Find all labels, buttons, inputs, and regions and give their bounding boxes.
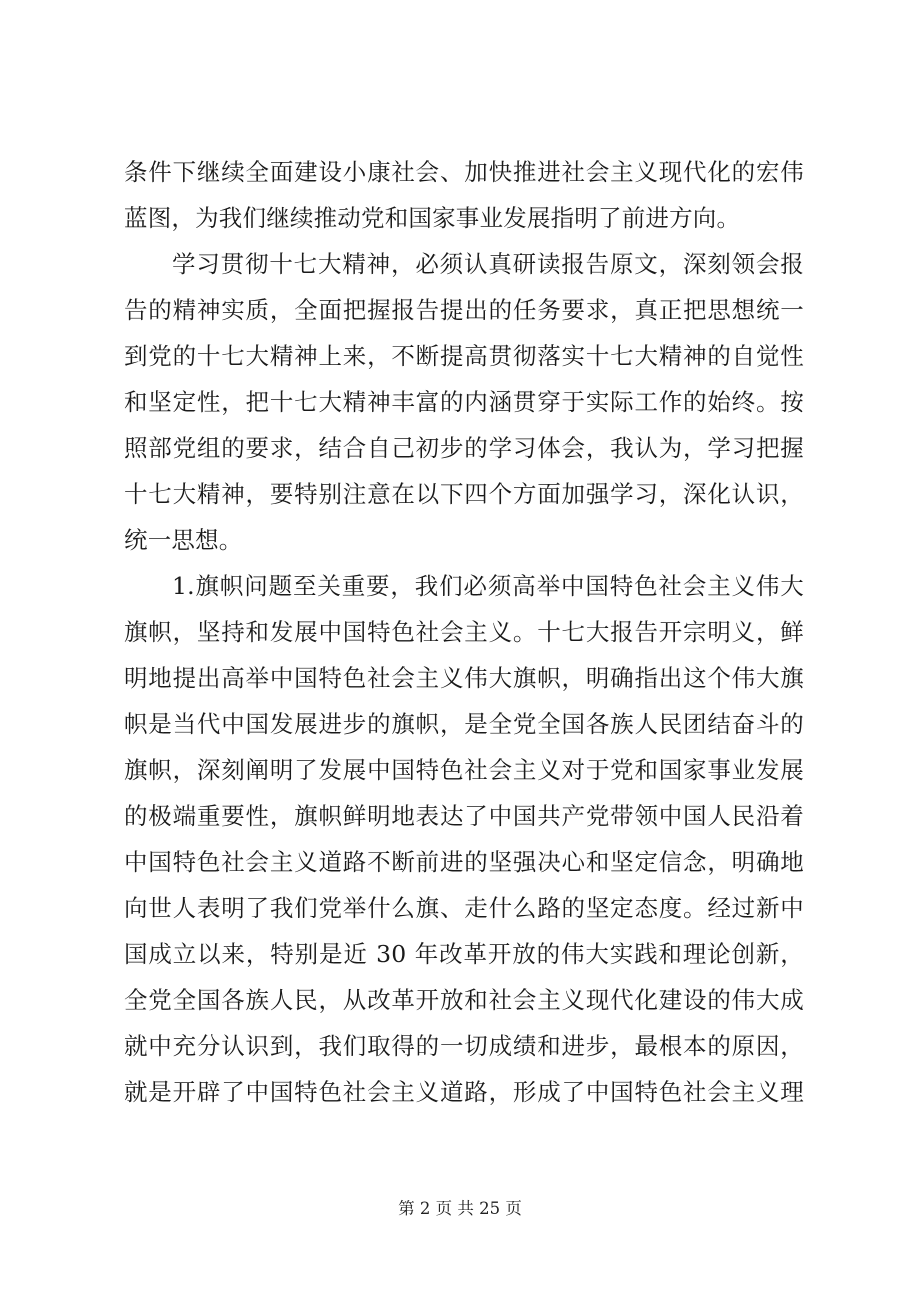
text-line: 帜是当代中国发展进步的旗帜，是全党全国各族人民团结奋斗的 — [124, 710, 804, 738]
text-line: 统一思想。 — [124, 526, 243, 554]
text-line: 的极端重要性，旗帜鲜明地表达了中国共产党带领中国人民沿着 — [124, 802, 804, 830]
text-line: 就中充分认识到，我们取得的一切成绩和进步，最根本的原因， — [124, 1032, 804, 1060]
text-line: 十七大精神，要特别注意在以下四个方面加强学习，深化认识， — [124, 480, 804, 508]
text-line: 旗帜，坚持和发展中国特色社会主义。十七大报告开宗明义，鲜 — [124, 618, 804, 646]
text-line: 条件下继续全面建设小康社会、加快推进社会主义现代化的宏伟 — [124, 158, 804, 186]
text-line: 国成立以来，特别是近 30 年改革开放的伟大实践和理论创新， — [124, 940, 804, 968]
text-line: 和坚定性，把十七大精神丰富的内涵贯穿于实际工作的始终。按 — [124, 388, 804, 416]
text-line: 就是开辟了中国特色社会主义道路，形成了中国特色社会主义理 — [124, 1078, 804, 1106]
text-line: 蓝图，为我们继续推动党和国家事业发展指明了前进方向。 — [124, 204, 741, 232]
text-line: 全党全国各族人民，从改革开放和社会主义现代化建设的伟大成 — [124, 986, 804, 1014]
text-line: 告的精神实质，全面把握报告提出的任务要求，真正把思想统一 — [124, 296, 804, 324]
page-number-footer: 第 2 页 共 25 页 — [398, 1199, 522, 1218]
text-line: 1.旗帜问题至关重要，我们必须高举中国特色社会主义伟大 — [172, 572, 804, 600]
text-line: 中国特色社会主义道路不断前进的坚强决心和坚定信念，明确地 — [124, 848, 804, 876]
text-line: 旗帜，深刻阐明了发展中国特色社会主义对于党和国家事业发展 — [124, 756, 804, 784]
text-line: 到党的十七大精神上来，不断提高贯彻落实十七大精神的自觉性 — [124, 342, 804, 370]
text-line: 明地提出高举中国特色社会主义伟大旗帜，明确指出这个伟大旗 — [124, 664, 804, 692]
text-line: 照部党组的要求，结合自己初步的学习体会，我认为，学习把握 — [124, 434, 804, 462]
text-line: 学习贯彻十七大精神，必须认真研读报告原文，深刻领会报 — [172, 250, 804, 278]
text-line: 向世人表明了我们党举什么旗、走什么路的坚定态度。经过新中 — [124, 894, 804, 922]
